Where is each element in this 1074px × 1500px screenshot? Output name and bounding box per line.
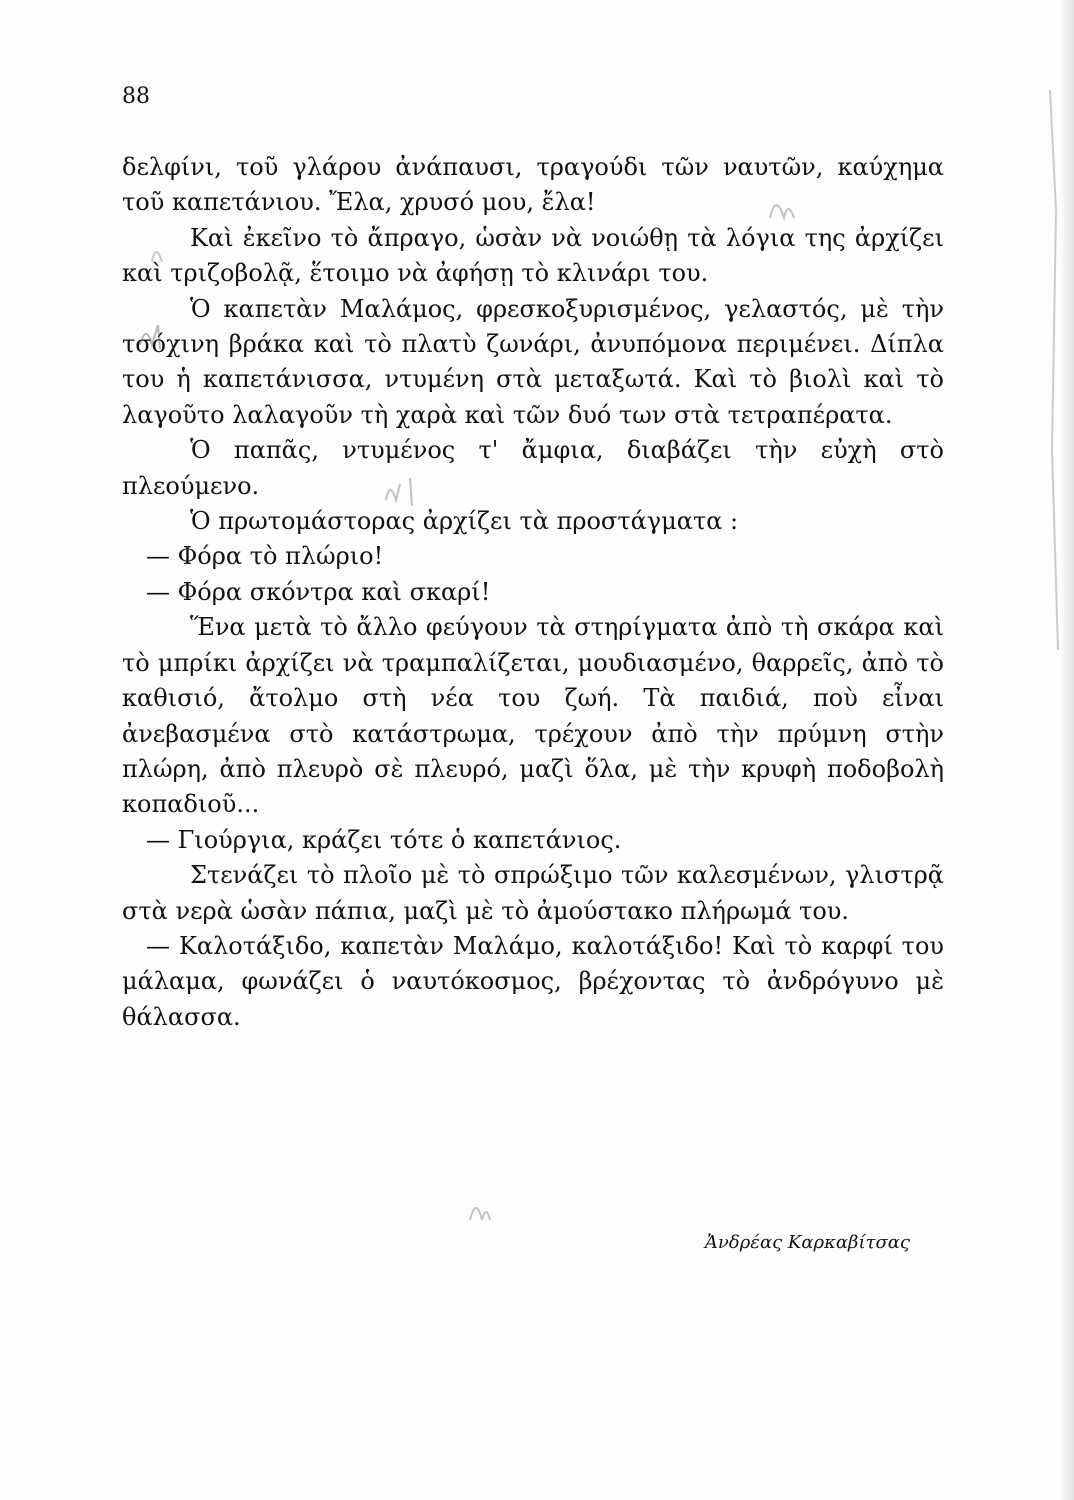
paragraph: Ὁ καπετὰν Μαλάμος, φρεσκοξυρισμένος, γελαστός, μὲ τὴν τσόχινη βράκα καὶ τὸ πλατὺ ζωνάρι, ἀνυπόμονα περιμένει. Δίπλα του ἡ καπετάνισσα, ντυμένη στὰ μεταξωτά. Καὶ τὸ βιολὶ καὶ τὸ λαγοῦτο λαλαγοῦν τὴ χαρὰ καὶ τῶν δυό των στὰ τετραπέρατα. bbox=[122, 294, 944, 429]
dialogue-line: — Καλοτάξιδο, καπετὰν Μαλάμο, καλοτάξιδο! Καὶ τὸ καρφί του μάλαμα, φωνάζει ὁ ναυτόκοσμος, βρέχοντας τὸ ἀνδρόγυνο μὲ θάλασσα. bbox=[122, 931, 944, 1031]
dialogue-line: — Φόρα τὸ πλώριο! bbox=[146, 542, 384, 571]
paragraph: Ὁ παπᾶς, ντυμένος τ' ἄμφια, διαβάζει τὴν εὐχὴ στὸ πλεούμενο. bbox=[122, 436, 944, 500]
page-edge-shadow bbox=[1060, 0, 1074, 1500]
dialogue-line: — Φόρα σκόντρα καὶ σκαρί! bbox=[146, 577, 491, 606]
text-body bbox=[122, 150, 944, 1035]
paragraph: δελφίνι, τοῦ γλάρου ἀνάπαυσι, τραγούδι τῶν ναυτῶν, καύχημα τοῦ καπετάνιου. Ἔλα, χρυσό μου, ἔλα! bbox=[122, 153, 944, 217]
page-number: 88 bbox=[122, 84, 150, 109]
author-signature: Ἀνδρέας Καρκαβίτσας bbox=[704, 1232, 910, 1253]
paragraph: Ὁ πρωτομάστορας ἀρχίζει τὰ προστάγματα : bbox=[190, 507, 739, 536]
paragraph: Καὶ ἐκεῖνο τὸ ἄπραγο, ὡσὰν νὰ νοιώθῃ τὰ λόγια της ἀρχίζει καὶ τριζοβολᾷ, ἕτοιμο νὰ ἀφήσῃ τὸ κλινάρι του. bbox=[122, 223, 944, 288]
paragraph: Στενάζει τὸ πλοῖο μὲ τὸ σπρώξιμο τῶν καλεσμένων, γλιστρᾷ στὰ νερὰ ὡσὰν πάπια, μαζὶ μὲ τὸ ἀμούστακο πλήρωμά του. bbox=[122, 861, 944, 925]
pencil-mark-icon bbox=[470, 1208, 490, 1220]
paragraph: Ἕνα μετὰ τὸ ἄλλο φεύγουν τὰ στηρίγματα ἀπὸ τὴ σκάρα καὶ τὸ μπρίκι ἀρχίζει νὰ τραμπαλίζεται, μουδιασμένο, θαρρεῖς, ἀπὸ τὸ καθισιό, ἄτολμο στὴ νέα του ζωή. Τὰ παιδιά, ποὺ εἶναι ἀνεβασμένα στὸ κατάστρωμα, τρέχουν ἀπὸ τὴν πρύμνη στὴν πλώρη, ἀπὸ πλευρὸ σὲ πλευρό, μαζὶ ὅλα, μὲ τὴν κρυφὴ ποδοβολὴ κοπαδιοῦ... bbox=[122, 613, 944, 819]
dialogue-line: — Γιούργια, κράζει τότε ὁ καπετάνιος. bbox=[146, 825, 622, 854]
page-fold-line bbox=[1050, 90, 1058, 650]
